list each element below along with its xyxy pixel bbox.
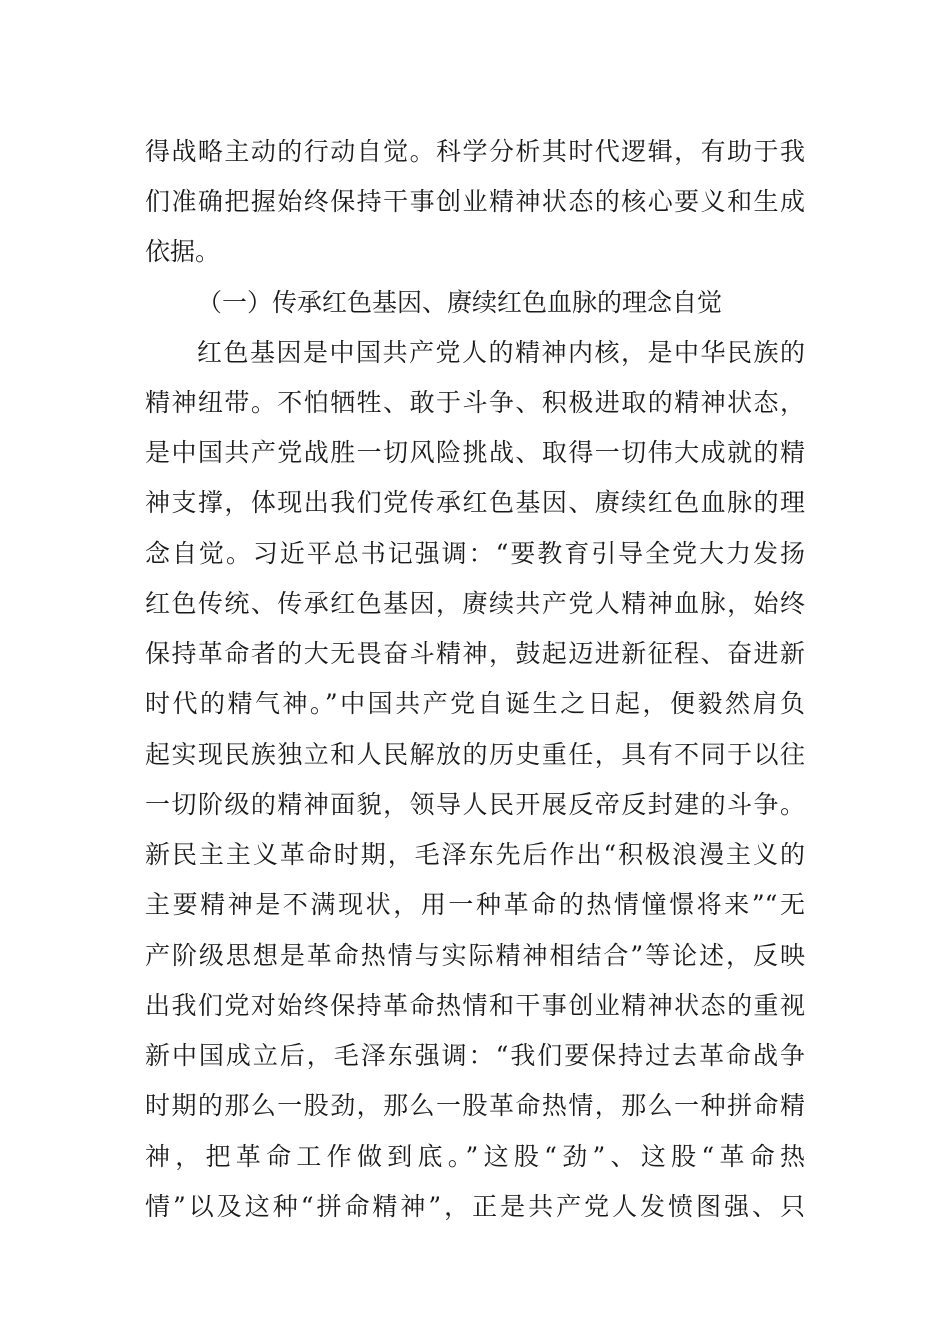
body-text-line: 念自觉。习近平总书记强调：“要教育引导全党大力发扬 xyxy=(145,539,805,568)
body-text-line: 产阶级思想是革命热情与实际精神相结合”等论述，反映 xyxy=(145,941,805,970)
body-text-line: 起实现民族独立和人民解放的历史重任，具有不同于以往 xyxy=(145,740,805,769)
body-text-line: 精神纽带。不怕牺牲、敢于斗争、积极进取的精神状态， xyxy=(145,388,805,417)
body-text-line: 红色传统、传承红色基因，赓续共产党人精神血脉，始终 xyxy=(145,589,805,618)
body-text-line: 出我们党对始终保持革命热情和干事创业精神状态的重视 xyxy=(145,991,805,1020)
body-text-line: 一切阶级的精神面貌，领导人民开展反帝反封建的斗争。 xyxy=(145,790,805,819)
body-text-line: 新民主主义革命时期，毛泽东先后作出“积极浪漫主义的 xyxy=(145,840,805,869)
body-text-line: 时期的那么一股劲，那么一股革命热情，那么一种拼命精 xyxy=(145,1091,805,1120)
body-text-line: 主要精神是不满现状，用一种革命的热情憧憬将来”“无 xyxy=(145,890,805,919)
body-text-line: 神，把革命工作做到底。”这股“劲”、这股“革命热 xyxy=(145,1142,805,1171)
body-text-line: 依据。 xyxy=(145,237,221,266)
section-heading: （一）传承红色基因、赓续红色血脉的理念自觉 xyxy=(197,288,723,317)
body-text-line: 神支撑，体现出我们党传承红色基因、赓续红色血脉的理 xyxy=(145,488,805,517)
body-text-line: 是中国共产党战胜一切风险挑战、取得一切伟大成就的精 xyxy=(145,438,805,467)
body-text-line: 红色基因是中国共产党人的精神内核，是中华民族的 xyxy=(197,338,805,367)
body-text-line: 时代的精气神。”中国共产党自诞生之日起，便毅然肩负 xyxy=(145,689,805,718)
body-text-line: 保持革命者的大无畏奋斗精神，鼓起迈进新征程、奋进新 xyxy=(145,639,805,668)
body-text-line: 新中国成立后，毛泽东强调：“我们要保持过去革命战争 xyxy=(145,1041,805,1070)
body-text-line: 们准确把握始终保持干事创业精神状态的核心要义和生成 xyxy=(145,187,805,216)
body-text-line: 得战略主动的行动自觉。科学分析其时代逻辑，有助于我 xyxy=(145,137,805,166)
body-text-line: 情”以及这种“拼命精神”，正是共产党人发愤图强、只 xyxy=(145,1192,805,1221)
